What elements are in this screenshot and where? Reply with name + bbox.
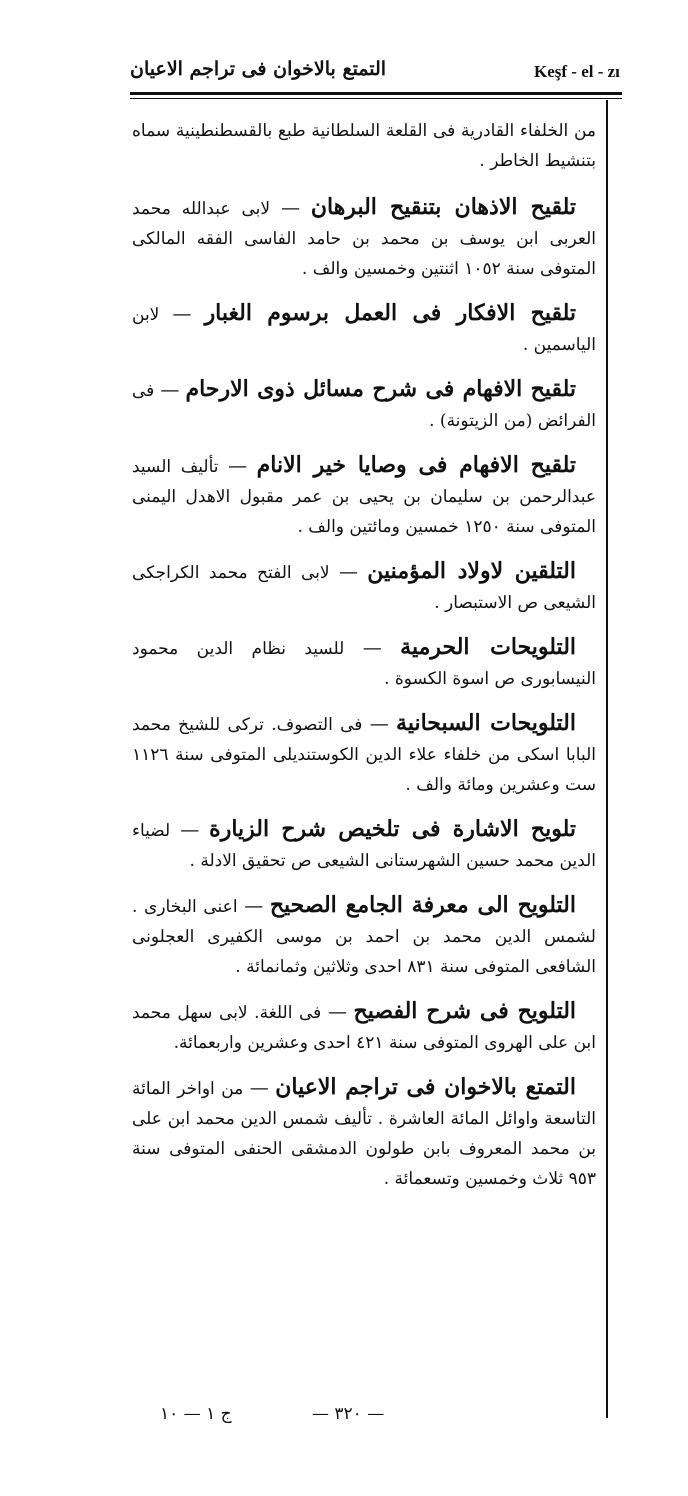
entry-5 — [132, 556, 596, 618]
entry-2 — [132, 298, 596, 360]
entry-separator: — — [180, 819, 200, 841]
printer-signature: ج ١ — ١٠ — [160, 1404, 232, 1424]
entry-title: تلقيح الافهام فى شرح مسائل ذوى الارحام — [185, 376, 577, 402]
entry-3 — [132, 374, 596, 436]
entry-title: التلقين لاولاد المؤمنين — [367, 558, 576, 584]
entry-1 — [132, 192, 596, 284]
entry-separator: — — [228, 455, 248, 477]
entry-title: تلقيح الافهام فى وصايا خير الانام — [256, 452, 577, 478]
entry-separator: — — [160, 379, 180, 401]
entry-7 — [132, 708, 596, 800]
entry-title: تلويح الاشارة فى تلخيص شرح الزيارة — [209, 816, 577, 842]
header-latin-title: Keşf - el - zı — [534, 62, 620, 81]
entry-separator: — — [369, 713, 389, 735]
entry-title: تلقيح الافكار فى العمل برسوم الغبار — [204, 300, 577, 326]
entry-body: فى اللغة. لابى سهل محمد ابن على الهروى المتوفى سنة ٤٢١ احدى وعشرين واربعمائة. — [132, 1003, 596, 1053]
entry-title: التلويح فى شرح الفصيح — [353, 998, 577, 1024]
entry-title: التمتع بالاخوان فى تراجم الاعيان — [275, 1074, 576, 1100]
entry-4 — [132, 450, 596, 542]
entry-body: للسيد نظام الدين محمود النيسابورى ص اسوة الكسوة . — [132, 639, 596, 689]
header-arabic-title: التمتع بالاخوان فى تراجم الاعيان — [130, 58, 387, 80]
entry-separator: — — [244, 895, 264, 917]
header-rule-thin — [130, 98, 622, 99]
entry-title: التلويح الى معرفة الجامع الصحيح — [269, 892, 576, 918]
entry-body: لابى عبدالله محمد العربى ابن يوسف بن محمد بن حامد الفاسى الفقه المالكى المتوفى سنة ١٠٥٢ اثنتين وخمسين والف . — [132, 199, 596, 279]
entry-title: التلويحات الحرمية — [400, 634, 577, 660]
entry-6 — [132, 632, 596, 694]
running-header — [130, 58, 622, 88]
entry-separator: — — [280, 197, 300, 219]
page-number: — ٣٢٠ — — [312, 1404, 385, 1424]
entry-separator: — — [338, 561, 358, 583]
entry-separator: — — [362, 637, 382, 659]
entry-separator: — — [172, 303, 192, 325]
entry-body: من اواخر المائة التاسعة واوائل المائة العاشرة . تأليف شمس الدين محمد ابن على بن محمد المعروف بابن طولون الدمشقى الحنفى المتوفى سنة ٩٥٣ ثلاث وخمسين وتسعمائة . — [132, 1079, 596, 1189]
entry-8 — [132, 814, 596, 876]
entry-9 — [132, 890, 596, 982]
entry-body: لابى الفتح محمد الكراجكى الشيعى ص الاستبصار . — [132, 563, 596, 613]
entry-separator: — — [327, 1001, 347, 1023]
entry-body: لضياء الدين محمد حسين الشهرستانى الشيعى ص تحقيق الادلة . — [132, 821, 596, 871]
continuation-paragraph: من الخلفاء القادرية فى القلعة السلطانية طبع بالقسطنطينية سماه بتنشيط الخاطر . — [132, 121, 596, 171]
entry-separator: — — [249, 1077, 269, 1099]
text-column — [132, 116, 596, 1208]
entry-11 — [132, 1072, 596, 1194]
entry-title: تلقيح الاذهان بتنقيح البرهان — [310, 194, 576, 220]
entry-title: التلويحات السبحانية — [396, 710, 576, 736]
entry-body: فى التصوف. تركى للشيخ محمد البابا اسكى من خلفاء علاء الدين الكوستنديلى المتوفى سنة ١١٢٦ ست وعشرين ومائة والف . — [132, 715, 596, 795]
margin-rule — [606, 100, 608, 1418]
header-rule-thick — [130, 92, 622, 95]
entry-body: فى الفرائض (من الزيتونة) . — [132, 381, 596, 431]
entry-10 — [132, 996, 596, 1058]
entry-body: اعنى البخارى . لشمس الدين محمد بن احمد بن موسى الكفيرى العجلونى الشافعى المتوفى سنة ٨٣١ احدى وثلاثين وثمانمائة . — [132, 897, 596, 977]
entry-body: تأليف السيد عبدالرحمن بن سليمان بن يحيى بن عمر مقبول الاهدل اليمنى المتوفى سنة ١٢٥٠ خمسين ومائتين والف . — [132, 457, 596, 537]
entry-body: لابن الياسمين . — [132, 305, 596, 355]
